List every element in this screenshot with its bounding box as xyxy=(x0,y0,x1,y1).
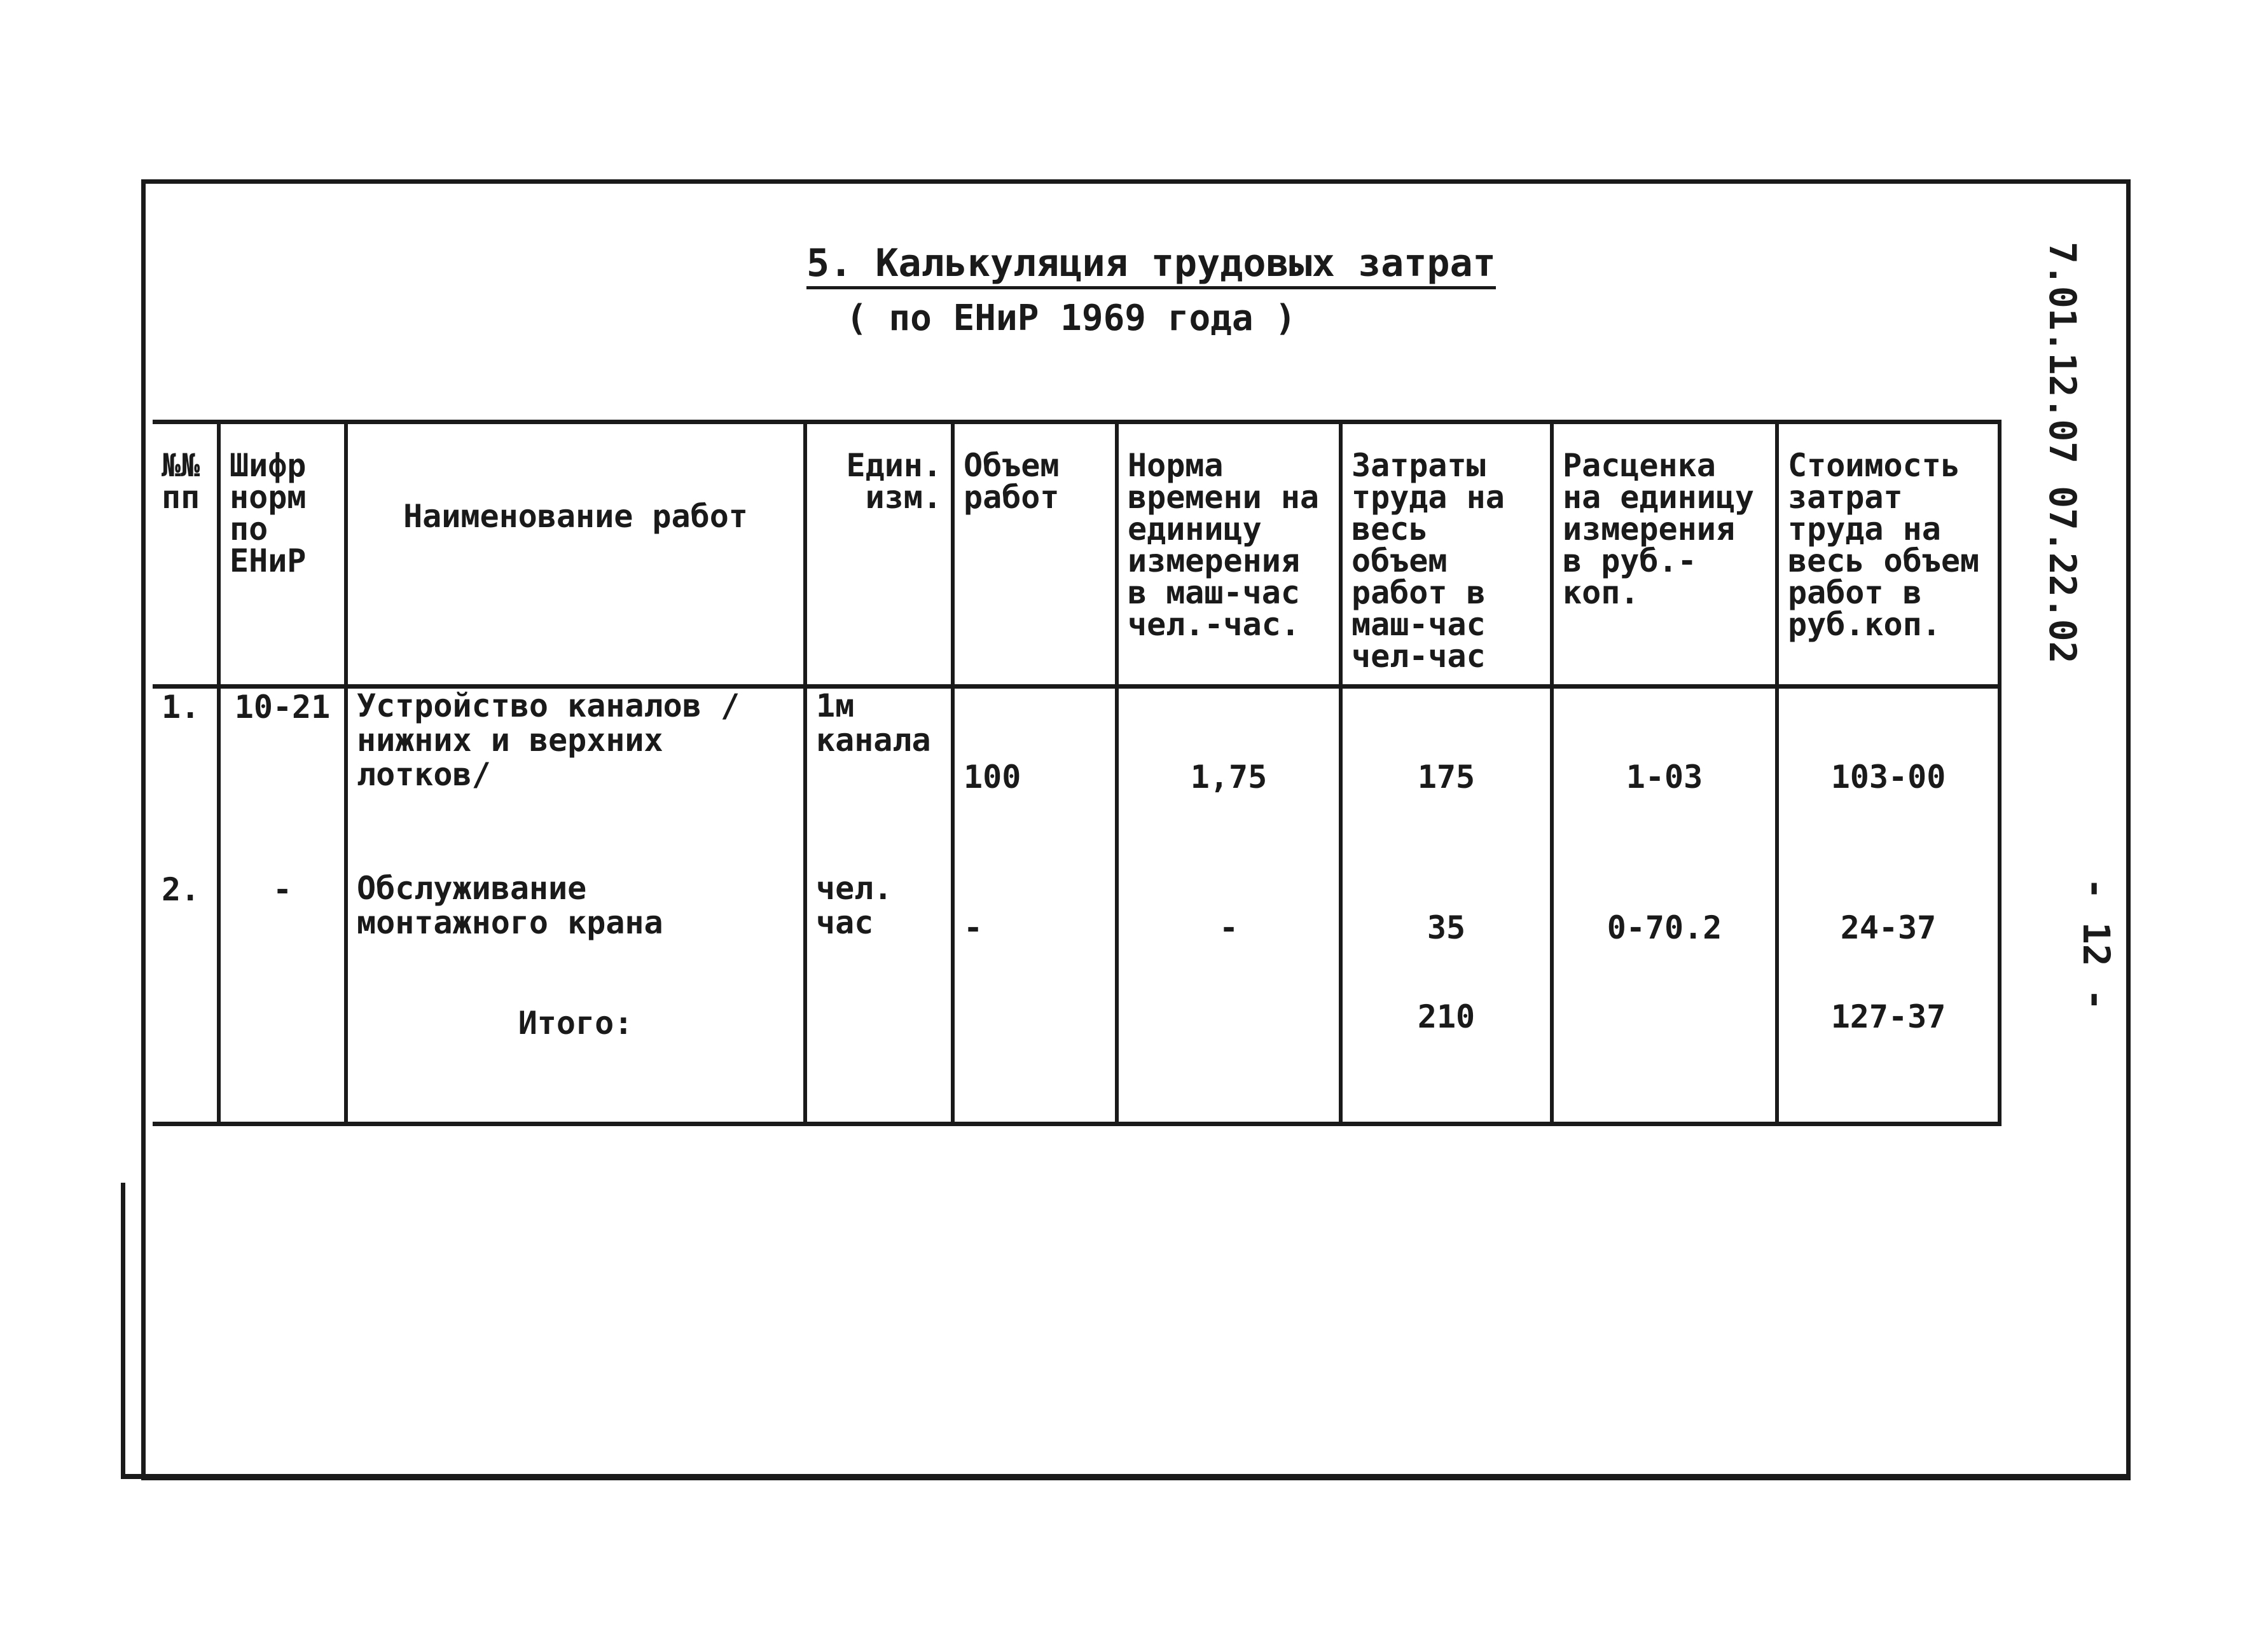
row-volume: 100 xyxy=(953,687,1117,871)
row-labor: 35 xyxy=(1341,871,1552,998)
total-cost: 127-37 xyxy=(1777,998,2000,1124)
row-num: 1. xyxy=(153,687,219,871)
total-rate-cell xyxy=(1552,998,1777,1124)
header-name: Наименование работ xyxy=(346,422,805,687)
row-volume: - xyxy=(953,871,1117,998)
total-unit-cell xyxy=(805,998,953,1124)
row-cost: 103-00 xyxy=(1777,687,2000,871)
labor-cost-table xyxy=(153,420,2002,1126)
total-code-cell xyxy=(219,998,346,1124)
total-volume-cell xyxy=(953,998,1117,1124)
total-norm-cell xyxy=(1117,998,1341,1124)
total-num-cell xyxy=(153,998,219,1124)
row-cost: 24-37 xyxy=(1777,871,2000,998)
row-rate: 1-03 xyxy=(1552,687,1777,871)
row-norm: - xyxy=(1117,871,1341,998)
header-volume: Объем работ xyxy=(953,422,1117,687)
header-labor: Затраты труда на весь объем работ в маш-час чел-час xyxy=(1341,422,1552,687)
row-name: Обслуживание монтажного крана xyxy=(346,871,805,998)
row-labor: 175 xyxy=(1341,687,1552,871)
header-cost: Стоимость затрат труда на весь объем работ в руб.коп. xyxy=(1777,422,2000,687)
row-unit: чел. час xyxy=(805,871,953,998)
header-unit: Един. изм. xyxy=(805,422,953,687)
total-label: Итого: xyxy=(346,998,805,1124)
left-border xyxy=(121,1183,125,1479)
table-row xyxy=(153,871,2000,998)
header-num: №№ пп xyxy=(153,422,219,687)
page-number: - 12 - xyxy=(2075,878,2118,1011)
row-code: 10-21 xyxy=(219,687,346,871)
header-norm: Норма времени на единицу измерения в маш-час чел.-час. xyxy=(1117,422,1341,687)
row-rate: 0-70.2 xyxy=(1552,871,1777,998)
document-title: 5. Калькуляция трудовых затрат xyxy=(806,240,1496,289)
header-row xyxy=(153,422,2000,687)
row-norm: 1,75 xyxy=(1117,687,1341,871)
document-subtitle: ( по ЕНиР 1969 года ) xyxy=(846,298,1297,339)
row-name: Устройство каналов /нижних и верхних лотков/ xyxy=(346,687,805,871)
header-code: Шифр норм по ЕНиР xyxy=(219,422,346,687)
total-row xyxy=(153,998,2000,1124)
table-row xyxy=(153,687,2000,871)
row-unit: 1м канала xyxy=(805,687,953,871)
document-code: 7.01.12.07 07.22.02 xyxy=(2041,242,2084,664)
bottom-border xyxy=(121,1474,2131,1479)
row-num: 2. xyxy=(153,871,219,998)
total-labor: 210 xyxy=(1341,998,1552,1124)
header-rate: Расценка на единицу измерения в руб.-коп. xyxy=(1552,422,1777,687)
row-code: - xyxy=(219,871,346,998)
